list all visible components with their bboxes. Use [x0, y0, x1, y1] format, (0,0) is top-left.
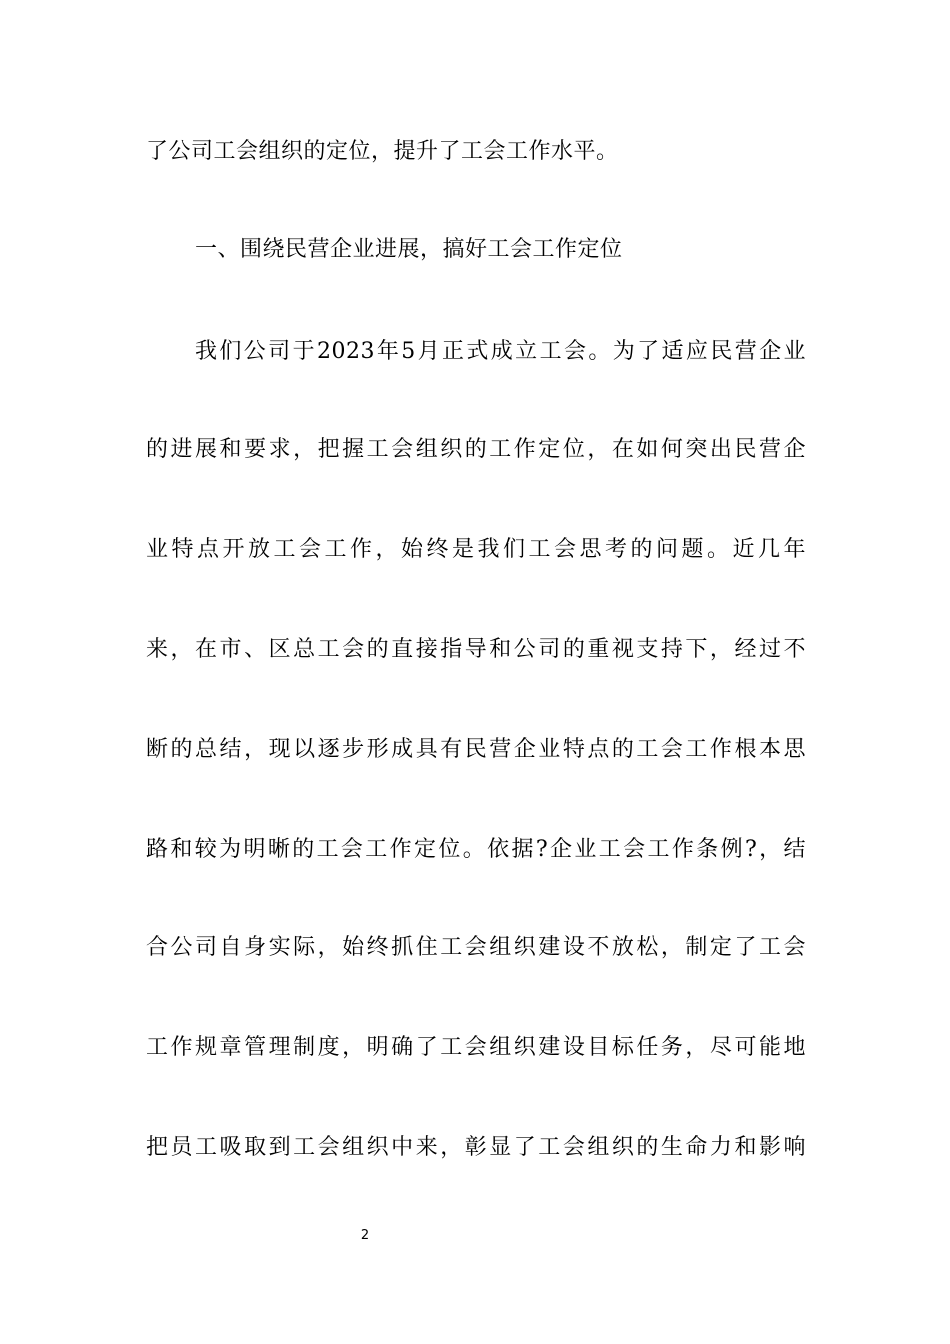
text-line-11: 把员工吸取到工会组织中来，彰显了工会组织的生命力和影响	[146, 1135, 806, 1160]
text-line-3: 我们公司于2023年5月正式成立工会。为了适应民营企业	[195, 339, 806, 364]
text-line-6: 来，在市、区总工会的直接指导和公司的重视支持下，经过不	[146, 637, 806, 662]
text-line-8: 路和较为明晰的工会工作定位。依据?企业工会工作条例?，结	[146, 837, 806, 862]
text-line-9: 合公司自身实际，始终抓住工会组织建设不放松，制定了工会	[146, 935, 806, 960]
text-line-4: 的进展和要求，把握工会组织的工作定位，在如何突出民营企	[146, 437, 806, 462]
text-line-5: 业特点开放工会工作，始终是我们工会思考的问题。近几年	[146, 537, 806, 562]
text-line-1: 了公司工会组织的定位，提升了工会工作水平。	[146, 139, 619, 164]
page-number: 2	[360, 1228, 370, 1243]
text-line-10: 工作规章管理制度，明确了工会组织建设目标任务，尽可能地	[146, 1035, 806, 1060]
text-line-7: 断的总结，现以逐步形成具有民营企业特点的工会工作根本思	[146, 737, 806, 762]
section-heading: 一、围绕民营企业进展，搞好工会工作定位	[195, 237, 623, 262]
